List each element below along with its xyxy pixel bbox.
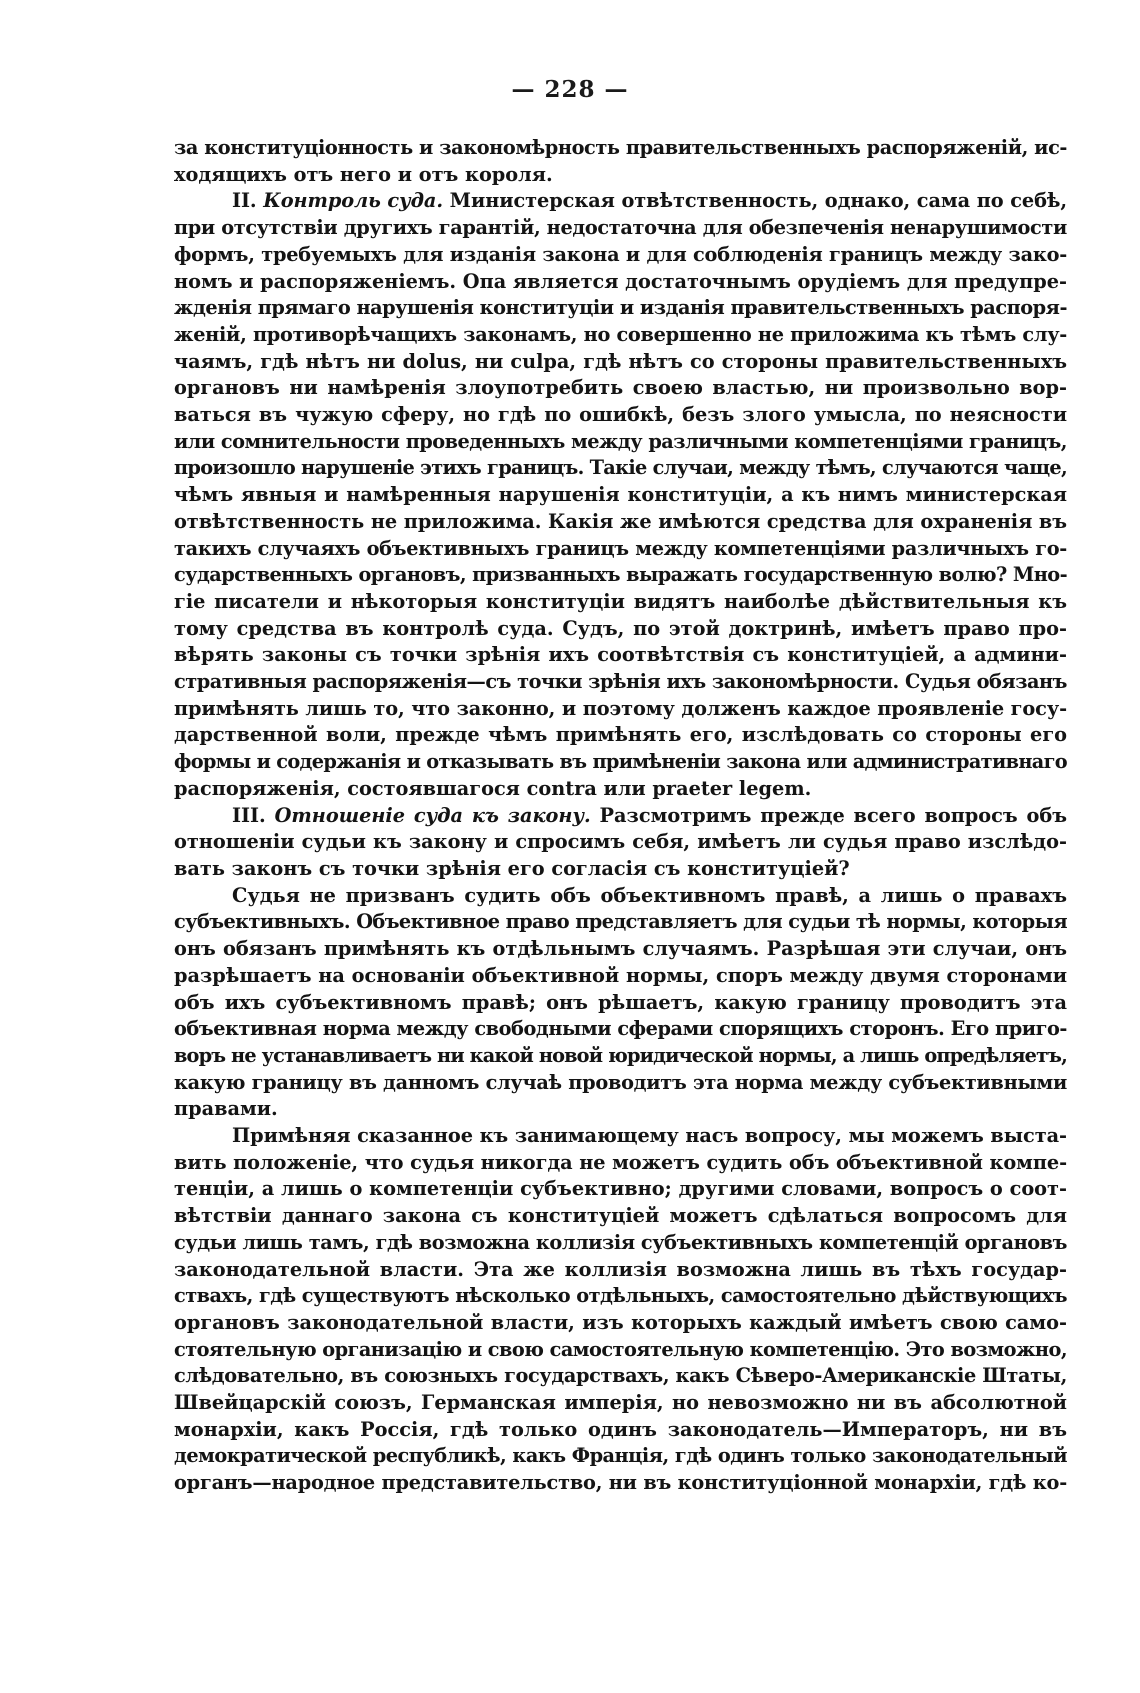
line-text: или сомнительности проведенныхъ между различными компетенціями границъ, [174,429,1067,453]
line-text: какую границу въ данномъ случаѣ проводитъ эта норма между субъективными [174,1070,1067,1094]
text-line [174,162,1067,189]
text-line [174,536,1067,563]
line-text: онъ обязанъ примѣнять къ отдѣльнымъ случаямъ. Разрѣшая эти случаи, онъ [174,937,1067,961]
text-line [174,349,1067,376]
line-text: слѣдовательно, въ союзныхъ государствахъ, какъ Сѣверо-Американскіе Штаты, [174,1364,1067,1388]
section-heading: Контроль суда. [263,189,444,213]
text-line [174,1150,1067,1177]
text-line [174,1043,1067,1070]
line-text: распоряженія, состоявшагося contra или praeter legem. [174,776,812,800]
text-line [174,642,1067,669]
line-text: формъ, требуемыхъ для изданія закона и для соблюденія границъ между зако- [174,242,1068,266]
line-text: ваться въ чужую сферу, но гдѣ по ошибкѣ, безъ злого умысла, по неясности [174,403,1067,427]
text-line [174,1390,1067,1417]
line-text: ходящихъ отъ него и отъ короля. [174,162,553,186]
line-text: вить положеніе, что судья никогда не можетъ судить объ объективной компе- [174,1150,1068,1174]
text-line [174,269,1067,296]
text-line [174,215,1067,242]
text-line [174,188,1067,215]
line-text: Примѣняя сказанное къ занимающему насъ вопросу, мы можемъ выста- [232,1124,1067,1148]
text-line [174,722,1067,749]
text-line [174,1257,1067,1284]
line-text: вать законъ съ точки зрѣнія его согласія съ конституціей? [174,856,850,880]
text-line [174,909,1067,936]
text-line [174,135,1067,162]
text-line [174,1176,1067,1203]
text-line [174,963,1067,990]
text-line [174,1016,1067,1043]
line-text: объективная норма между свободными сферами спорящихъ сторонъ. Его приго- [174,1017,1067,1041]
text-line [174,1310,1067,1337]
text-line [174,1363,1067,1390]
text-line [174,749,1067,776]
text-line [174,1203,1067,1230]
line-text: ствахъ, гдѣ существуютъ нѣсколько отдѣльныхъ, самостоятельно дѣйствующихъ [174,1284,1067,1308]
text-line [174,669,1067,696]
text-line [174,776,1067,803]
line-text: Швейцарскій союзъ, Германская имперія, но невозможно ни въ абсолютной [174,1391,1067,1415]
text-line [174,1337,1067,1364]
line-text: произошло нарушеніе этихъ границъ. Такіе случаи, между тѣмъ, случаются чаще, [174,456,1068,480]
text-line [174,696,1067,723]
text-line [174,1443,1067,1470]
line-text: органъ—народное представительство, ни въ конституціонной монархіи, гдѣ ко- [174,1471,1068,1495]
text-line [174,883,1067,910]
line-text: отвѣтственность не приложима. Какія же имѣются средства для охраненія въ [174,509,1068,533]
section-heading: Отношеніе суда къ закону. [274,803,591,827]
text-line [174,803,1067,830]
text-line [174,616,1067,643]
line-text: субъективныхъ. Объективное право представляетъ для судьи тѣ нормы, которыя [174,910,1068,934]
line-text: женій, противорѣчащихъ законамъ, но совершенно не приложима къ тѣмъ слу- [174,322,1067,346]
line-text: органовъ законодательной власти, изъ которыхъ каждый имѣетъ свою само- [174,1310,1067,1334]
line-text: вѣтствіи даннаго закона съ конституціей можетъ сдѣлаться вопросомъ для [174,1204,1067,1228]
text-line [174,936,1067,963]
line-text: стративныя распоряженія—съ точки зрѣнія ихъ закономѣрности. Судья обязанъ [174,670,1067,694]
line-text: тому средства въ контролѣ суда. Судъ, по этой доктринѣ, имѣетъ право про- [174,616,1067,640]
line-text: отношеніи судьи къ закону и спросимъ себя, имѣетъ ли судья право изслѣдо- [174,830,1067,854]
text-line [174,1470,1067,1497]
text-line [174,990,1067,1017]
line-text: формы и содержанія и отказывать въ примѣненіи закона или административнаго [174,750,1067,774]
line-text: дарственной воли, прежде чѣмъ примѣнять его, изслѣдовать со стороны его [174,723,1067,747]
line-text: Судья не призванъ судить объ объективномъ правѣ, а лишь о правахъ [232,883,1067,907]
line-text: правами. [174,1097,278,1121]
line-text: примѣнять лишь то, что законно, и поэтому долженъ каждое проявленіе госу- [174,696,1067,720]
text-line [174,829,1067,856]
text-line [174,509,1067,536]
line-text: номъ и распоряженіемъ. Опа является достаточнымъ орудіемъ для предупре- [174,269,1067,293]
text-line [174,1283,1067,1310]
text-line [174,1230,1067,1257]
line-text: вѣрять законы съ точки зрѣнія ихъ соотвѣтствія съ конституціей, а админи- [174,643,1067,667]
text-line [174,1417,1067,1444]
line-text: при отсутствіи другихъ гарантій, недостаточна для обезпеченія ненарушимости [174,216,1067,240]
line-text: жденія прямаго нарушенія конституціи и изданія правительственныхъ распоря- [174,296,1067,320]
text-line [174,402,1067,429]
line-text: стоятельную организацію и свою самостоятельную компетенцію. Это возможно, [174,1337,1068,1361]
text-line [174,295,1067,322]
text-line [174,1070,1067,1097]
text-line [174,1096,1067,1123]
line-text: тенціи, а лишь о компетенціи субъективно; другими словами, вопросъ о соот- [174,1177,1067,1201]
text-line [174,1123,1067,1150]
text-line [174,589,1067,616]
line-text: объ ихъ субъективномъ правѣ; онъ рѣшаетъ, какую границу проводитъ эта [174,990,1067,1014]
text-line [174,482,1067,509]
text-line [174,375,1067,402]
page-number: — 228 — [511,76,629,103]
line-text: судьи лишь тамъ, гдѣ возможна коллизія субъективныхъ компетенцій органовъ [174,1230,1068,1254]
text-line [174,562,1067,589]
line-text: законодательной власти. Эта же коллизія возможна лишь въ тѣхъ государ- [174,1257,1067,1281]
body-text [174,135,1067,1497]
text-line [174,429,1067,456]
section-number: II. [232,189,264,213]
line-text: Разсмотримъ прежде всего вопросъ объ [590,803,1068,827]
line-text: гіе писатели и нѣкоторыя конституціи видятъ наиболѣе дѣйствительныя къ [174,589,1067,613]
line-text: сударственныхъ органовъ, призванныхъ выражать государственную волю? Мно- [174,563,1068,587]
text-line [174,455,1067,482]
line-text: чаямъ, гдѣ нѣтъ ни dolus, ни culpa, гдѣ нѣтъ со стороны правительственныхъ [174,349,1067,373]
line-text: монархіи, какъ Россія, гдѣ только одинъ законодатель—Императоръ, ни въ [174,1417,1067,1441]
text-line [174,242,1067,269]
section-number: III. [232,803,275,827]
line-text: демократической республикѣ, какъ Франція, гдѣ одинъ только законодательный [174,1444,1068,1468]
text-line [174,322,1067,349]
line-text: такихъ случаяхъ объективныхъ границъ между компетенціями различныхъ го- [174,536,1068,560]
line-text: за конституціонность и закономѣрность правительственныхъ распоряженій, ис- [174,136,1067,159]
line-text: разрѣшаетъ на основаніи объективной нормы, споръ между двумя сторонами [174,963,1067,987]
text-line [174,856,1067,883]
line-text: воръ не устанавливаетъ ни какой новой юридической нормы, а лишь опредѣляетъ, [174,1043,1068,1067]
line-text: органовъ ни намѣренія злоупотребить своею властью, ни произвольно вор- [174,376,1067,400]
line-text: чѣмъ явныя и намѣренныя нарушенія конституціи, а къ нимъ министерская [174,483,1067,507]
line-text: Министерская отвѣтственность, однако, сама по себѣ, [443,189,1068,213]
